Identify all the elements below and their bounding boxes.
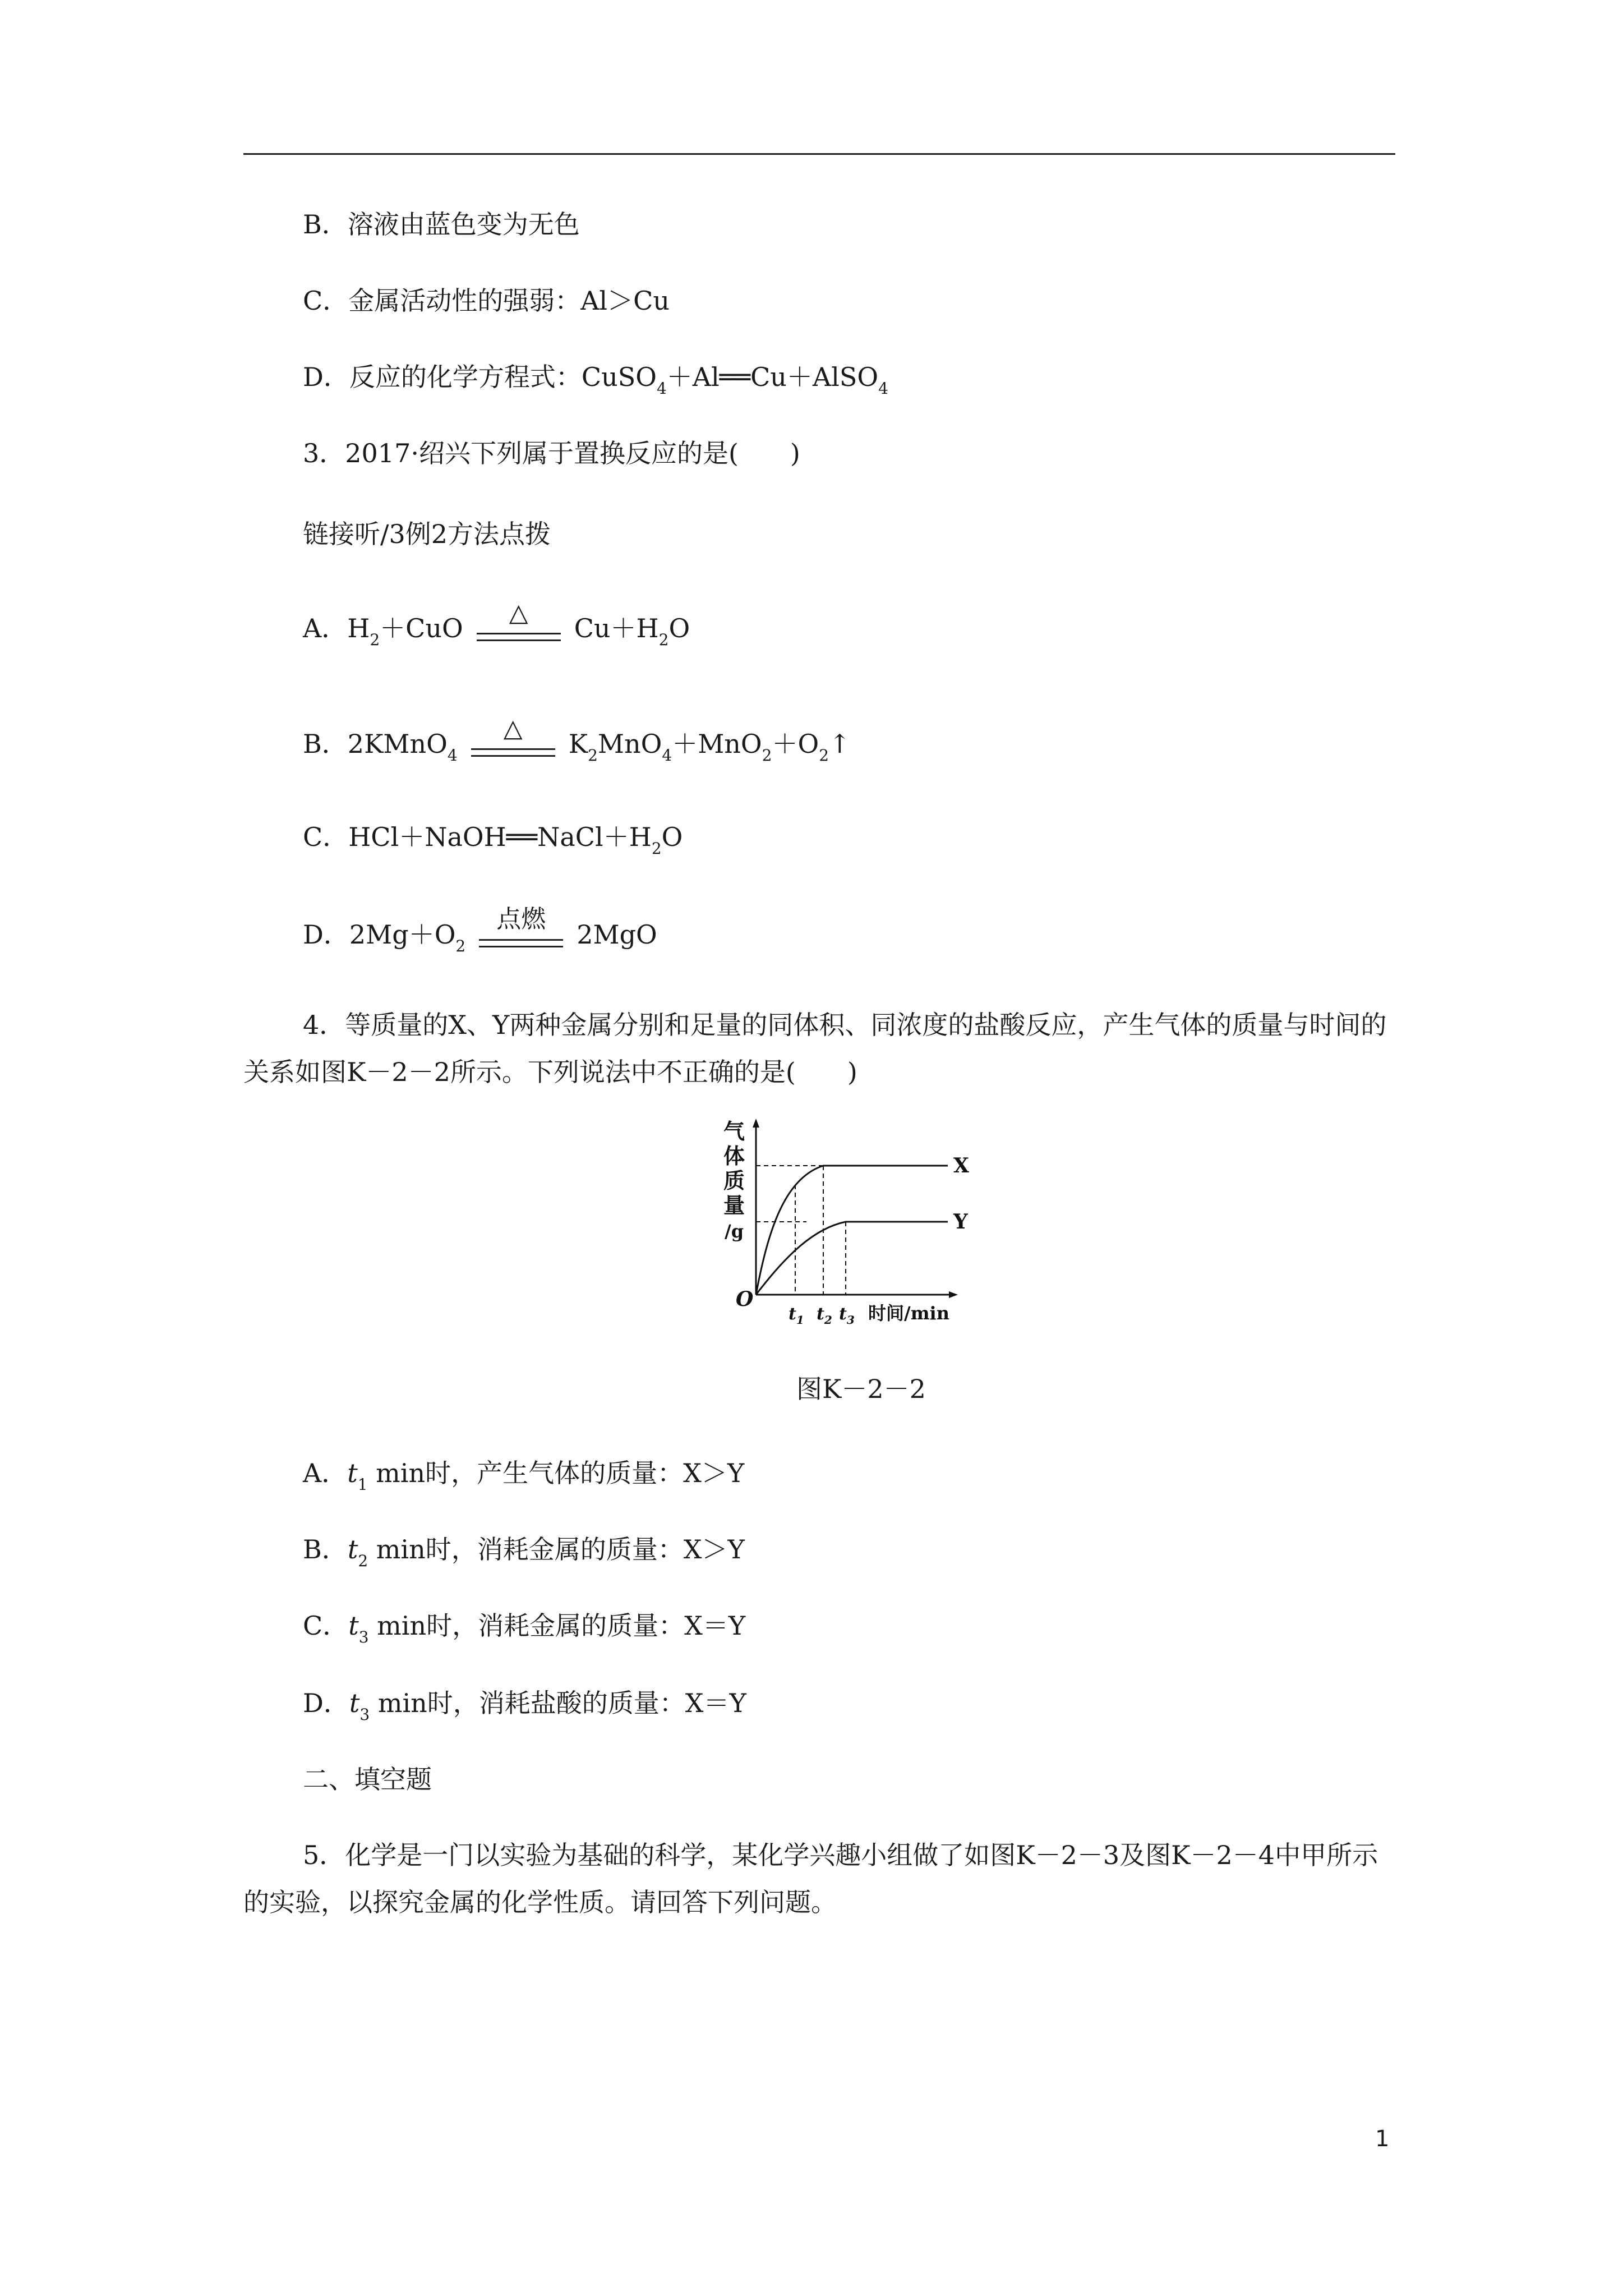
y-label-char: 量 [723, 1193, 745, 1218]
y-label-char: 体 [723, 1143, 745, 1168]
x-axis-arrow [949, 1291, 958, 1298]
q3-stem: 3．2017·绍兴下列属于置换反应的是( ) [303, 438, 800, 468]
q3-option-c: C．$HCl+NaOH══NaCl+H_2O$ [303, 822, 683, 858]
origin-label: O [736, 1287, 754, 1311]
y-label-char: 气 [723, 1119, 745, 1144]
q5-stem: 5．化学是一门以实验为基础的科学，某化学兴趣小组做了如图K－2－3及图K－2－4中甲所示的实验，以探究金属的化学性质。请回答下列问题。 [243, 1840, 1378, 1917]
svg-text:t2: $t_2$ [817, 1304, 832, 1327]
series-label-x: X [953, 1154, 969, 1177]
x-axis-label: 时间/min [868, 1303, 949, 1324]
y-label-char: 质 [723, 1168, 745, 1193]
q2-option-c: C．金属活动性的强弱：Al＞Cu [303, 286, 670, 316]
svg-text:t1: $t_1$ [789, 1304, 804, 1327]
ignite-condition-sign: 点燃 [479, 920, 563, 954]
svg-text:t3: $t_3$ [839, 1304, 855, 1327]
tick-t3: t [839, 1304, 847, 1324]
y-label-char: /g [725, 1221, 744, 1242]
q4-option-c: C．$t_3$ min时，消耗金属的质量：X＝Y [303, 1611, 746, 1646]
gas-mass-time-figure [723, 1116, 987, 1341]
q3-option-d: D．$2Mg+O_2$ 点燃 2MgO [303, 905, 657, 955]
q2-option-b: B．溶液由蓝色变为无色 [303, 209, 580, 240]
q3-option-b: B．2KMnO$_4$ △ $K_2MnO_4+MnO_2+O_2↑$ [303, 714, 851, 765]
header-rule [243, 153, 1395, 155]
y-axis-arrow [753, 1119, 759, 1128]
q4-stem: 4．等质量的X、Y两种金属分别和足量的同体积、同浓度的盐酸反应，产生气体的质量与时间的关系如图K－2－2所示。下列说法中不正确的是( ) [243, 1010, 1387, 1087]
q4-option-b: B．$t_2$ min时，消耗金属的质量：X＞Y [303, 1534, 745, 1570]
figure-caption: 图K－2－2 [796, 1374, 926, 1404]
heat-condition-sign: △ [477, 614, 561, 647]
q4-option-d: D．$t_3$ min时，消耗盐酸的质量：X＝Y [303, 1688, 746, 1724]
q3-link: 链接听/3例2方法点拨 [303, 519, 551, 549]
equals-sign: ══ [719, 362, 751, 392]
q4-option-a: A．$t_1$ min时，产生气体的质量：X＞Y [303, 1458, 745, 1494]
q3-option-a: A．$H_2+CuO$ △ $Cu+H_2O$ [303, 599, 690, 649]
series-label-y: Y [953, 1210, 968, 1234]
page-number: 1 [1375, 2126, 1390, 2152]
q2-option-d: D．反应的化学方程式：CuSO$_4$＋Al══Cu＋AlSO$_4$ [303, 362, 888, 398]
section-heading: 二、填空题 [303, 1764, 432, 1795]
tick-t1: t [789, 1304, 796, 1324]
heat-condition-sign: △ [471, 729, 555, 763]
curve-y [756, 1222, 948, 1295]
curve-x [756, 1166, 948, 1295]
equals-sign: ══ [506, 822, 538, 852]
tick-t2: t [817, 1304, 824, 1324]
